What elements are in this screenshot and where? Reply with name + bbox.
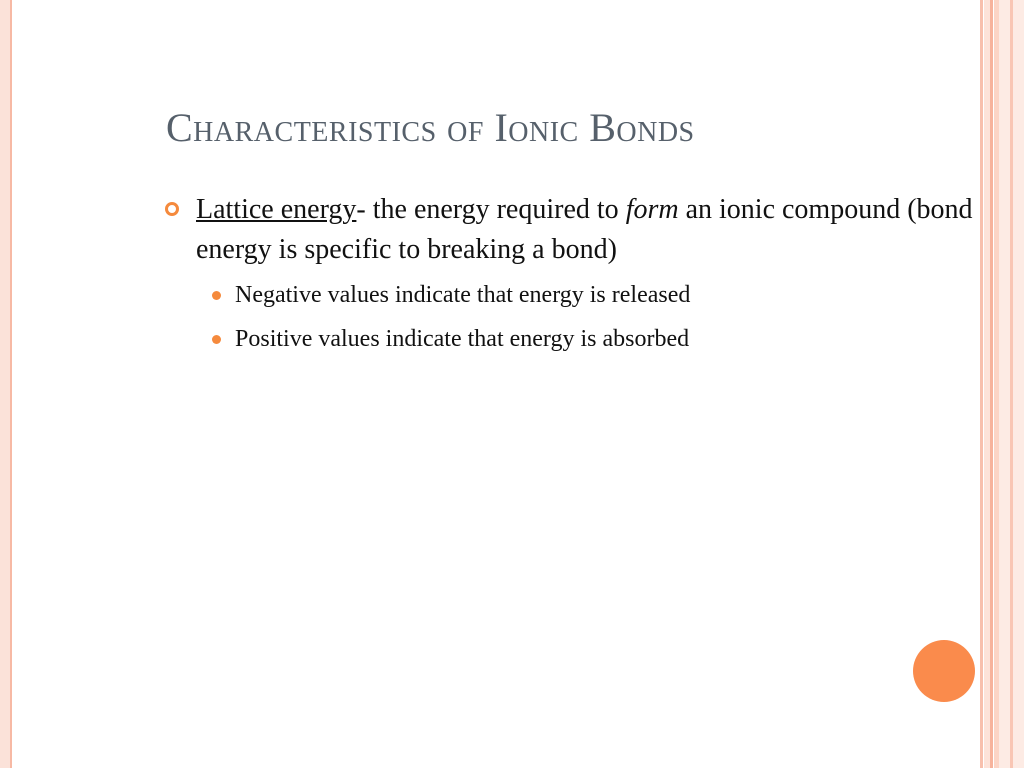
bullet-dot-icon — [212, 291, 221, 300]
sub-bullet-text: Positive values indicate that energy is absorbed — [235, 326, 690, 352]
left-border-decoration — [0, 0, 12, 768]
bullet-lattice-energy — [165, 190, 1015, 270]
term-lattice-energy: Lattice energy — [196, 194, 357, 225]
bullet-dot-icon — [212, 335, 221, 344]
slide-content — [165, 190, 1015, 366]
sub-bullet — [212, 322, 1015, 356]
right-stripe-decoration — [980, 0, 983, 768]
slide-title: Characteristics of Ionic Bonds — [166, 105, 695, 150]
sub-bullet — [212, 278, 1015, 312]
definition-text: - the energy required to — [356, 194, 626, 225]
right-stripe-decoration — [990, 0, 993, 768]
sub-bullet-list — [165, 278, 1015, 356]
orange-circle-decoration — [913, 640, 975, 702]
bullet-ring-icon — [165, 202, 179, 216]
right-stripe-decoration — [1010, 0, 1013, 768]
emphasis-form: form — [625, 194, 679, 225]
sub-bullet-text: Negative values indicate that energy is released — [235, 282, 691, 308]
definition-rest: an ionic compound (bond energy is specific to breaking a bond) — [196, 194, 973, 265]
